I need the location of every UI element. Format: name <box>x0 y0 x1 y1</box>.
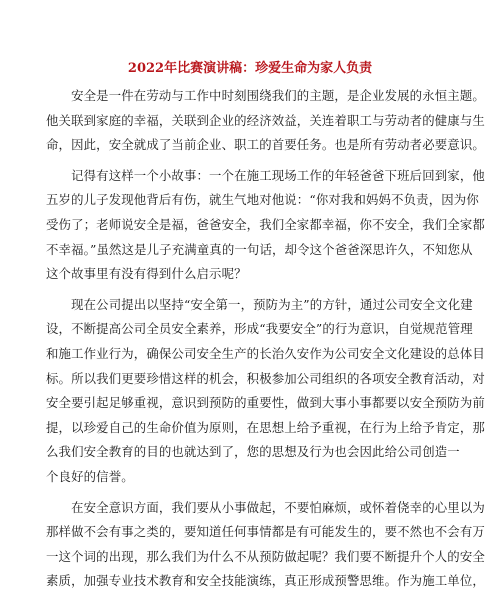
text-line: 现在公司提出以坚持“安全第一，预防为主”的方针，通过公司安全文化建 <box>46 296 473 312</box>
text-line: 标。所以我们更要珍惜这样的机会，积极参加公司组织的各项安全教育活动，对 <box>46 370 485 386</box>
text-line: 五岁的儿子发现他背后有伤，就生气地对他说：“你对我和妈妈不负责，因为你 <box>46 192 479 208</box>
text-line: 安全是一件在劳动与工作中时刻围绕我们的主题，是企业发展的永恒主题。 <box>46 88 485 103</box>
text-line: 安全要引起足够重视，意识到预防的重要性，做到大事小事都要以安全预防为前 <box>46 395 485 411</box>
text-line: 他关联到家庭的幸福，关联到企业的经济效益，关连着职工与劳动者的健康与生 <box>46 112 485 128</box>
text-line: 命，因此，安全就成了当前企业、职工的首要任务。也是所有劳动者必要意识。 <box>46 137 485 153</box>
paragraph-3 <box>46 293 485 490</box>
text-line: 素质，加强专业技术教育和安全技能演练，真正形成预警思维。作为施工单位， <box>46 573 485 589</box>
text-line: 个良好的信誉。 <box>46 468 134 484</box>
paragraph-1 <box>46 84 485 158</box>
text-line: 不幸福。”虽然这是儿子充满童真的一句话，却令这个爸爸深思许久，不知您从 <box>46 241 473 257</box>
text-line: 一这个词的出现，那么我们为什么不从预防做起呢？我们要不断提升个人的安全 <box>46 548 485 564</box>
text-line: 提，以珍爱自己的生命价值为原则，在思想上给予重视，在行为上给予肯定，那 <box>46 419 485 435</box>
paragraph-4 <box>46 496 485 594</box>
text-line: 和施工作业行为，确保公司安全生产的长治久安作为公司安全文化建设的总体目 <box>46 345 485 361</box>
paragraph-2 <box>46 164 485 287</box>
text-line: 么我们安全教育的目的也就达到了，您的思想及行为也会因此给公司创造一 <box>46 444 460 460</box>
text-line: 受伤了；老师说安全是福，爸爸安全，我们全家都幸福，你不安全，我们全家都 <box>46 216 485 232</box>
text-line: 那样做不会有事之类的，要知道任何事情都是有可能发生的，要不然也不会有万 <box>46 524 485 540</box>
text-line: 在安全意识方面，我们要从小事做起，不要怕麻烦，或怀着侥幸的心里以为 <box>46 499 485 515</box>
document-title: 2022年比赛演讲稿：珍爱生命为家人负责 <box>127 61 373 76</box>
text-line: 这个故事里有没有得到什么启示呢？ <box>46 266 247 282</box>
document-body <box>46 84 485 600</box>
text-line: 记得有这样一个小故事：一个在施工现场工作的年轻爸爸下班后回到家，他 <box>46 167 485 183</box>
text-line: 设，不断提高公司全员安全素养，形成“我要安全”的行为意识，自觉规范管理 <box>46 321 473 337</box>
